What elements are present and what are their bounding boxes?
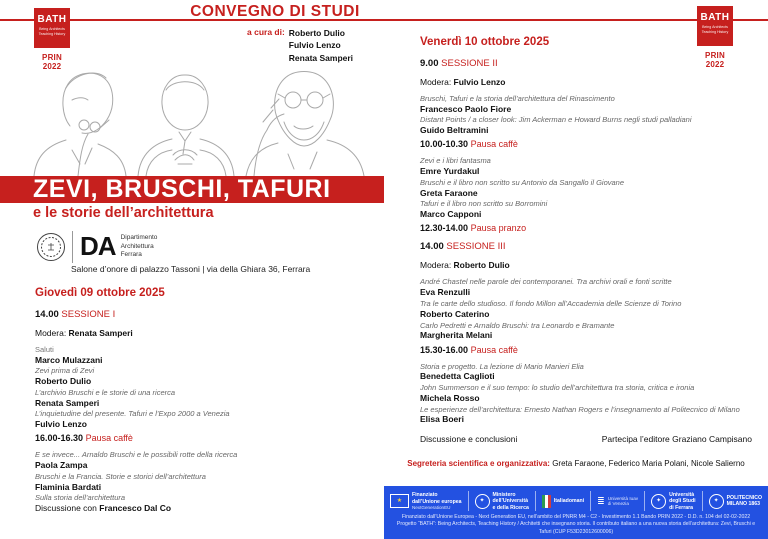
day1-date: Giovedì 09 ottobre 2025 [35,287,165,299]
talk-speaker-line [35,503,370,513]
footer-logo-divider [590,491,591,511]
footer-logos [390,491,762,511]
talk-title: Distant Points / a closer look: Jim Ackerman e Howard Burns negli studi palladiani [420,115,692,125]
moderator-name: Renata Samperi [68,327,133,338]
day1-items [35,309,370,514]
speaker-name: Francesco Paolo Fiore [420,103,512,114]
talk-title: L’archivio Bruschi e le storie di una ricerca [35,387,176,397]
talk-title: Saluti [35,344,54,354]
speaker-name: Francesco Dal Co [99,503,172,514]
funding-footer [384,486,768,539]
talk-speaker-line [420,393,752,403]
speaker-name: Margherita Melani [420,330,493,341]
prin-label: PRIN 2022 [705,51,725,69]
italy-flag-icon [542,495,551,508]
bath-logo-title: BATH [700,12,730,23]
department-abbr: DA [80,231,116,262]
footer-logo-line: di Venezia [607,501,629,507]
talk-title: Sulla storia dell’architettura [35,493,126,503]
moderator-name: Roberto Dulio [453,260,510,271]
talk-title: Tafuri e il libro non scritto su Borromini [420,199,548,209]
talk-title: Storia e progetto. La lezione di Mario Manieri Elia [420,361,584,371]
speaker-name: Elisa Boeri [420,414,464,425]
seal-glyph: ✦ [713,498,719,505]
talk-speaker-line [35,482,370,492]
session-label: SESSIONE III [446,241,506,253]
speaker-name: Renata Samperi [35,397,100,408]
footer-logo-text [727,495,762,508]
curators-block [247,27,353,64]
talk-speaker-line [420,414,752,424]
closing-row [420,434,752,444]
venue-logo-row [36,231,157,263]
footer-logo-line: Università [669,491,695,498]
footer-logo-line: dell’Università [492,498,528,505]
break-time: 16.00-16.30 [35,433,84,444]
talk-item [35,410,370,429]
talk-item [420,384,752,403]
talk-item [420,300,752,319]
break-time: 15.30-16.00 [420,344,469,355]
speaker-name: Roberto Dulio [35,376,92,387]
footer-logo-line: e della Ricerca [492,504,529,511]
talk-speaker-line [35,460,370,470]
talk-title: Bruschi e il libro non scritto su Antonio da Sangallo il Giovane [420,177,625,187]
moderator-line [35,328,370,338]
footer-logo-divider [468,491,469,511]
venue-address: Salone d’onore di palazzo Tassoni | via della Ghiara 36, Ferrara [71,264,311,274]
talk-speaker-line [35,376,370,386]
footer-logo-line: di Ferrara [669,504,694,511]
speaker-name: Flaminia Bardati [35,481,102,492]
talk-item [420,363,752,382]
curator-name: Roberto Dulio [288,28,345,38]
talk-item [420,95,752,114]
talk-item [35,346,370,365]
talk-speaker-line [420,125,752,135]
talk-title: Zevi e i libri fantasma [420,156,491,166]
footer-logo-text [554,498,584,505]
talk-speaker-line [420,166,752,176]
bath-logo-title: BATH [37,14,67,25]
speaker-name: Marco Mulazzani [35,354,103,365]
session-heading [420,241,752,252]
talk-item [420,278,752,297]
talk-speaker-line [35,419,370,429]
footer-logo-line: POLITECNICO [726,494,763,501]
break-label: Pausa caffè [470,139,518,150]
closing-left: Discussione e conclusioni [420,433,518,444]
talk-title: Le esperienze dell’architettura: Ernesto Nathan Rogers e l’insegnamento al Politecnico di Milano [420,404,740,414]
moderator-prefix: Modera: [35,327,69,338]
secretariat-label: Segreteria scientifica e organizzativa: [407,459,550,468]
talk-item [420,200,752,219]
talk-speaker-line [420,287,752,297]
moderator-line [420,260,752,270]
moderator-prefix: Modera: [420,76,454,87]
talk-title: E se invece... Arnaldo Bruschi e le possibili rotte della ricerca [35,450,238,460]
talk-speaker-line [420,330,752,340]
department-name: Dipartimento Architettura Ferrara [120,234,158,259]
break-label: Pausa caffè [470,344,518,355]
session-time: 9.00 [420,57,439,69]
footer-logo-divider [535,491,536,511]
talk-title: Bruschi e la Francia. Storie e storici dell’architettura [35,471,206,481]
break-time: 12.30-14.00 [420,223,469,234]
iuav-mark-icon: ≣ [597,495,605,506]
speaker-name: Emre Yurdakul [420,166,480,177]
session-label: SESSIONE I [61,308,116,320]
break-label: Pausa caffè [85,433,133,444]
talk-item [35,389,370,408]
footer-logo-line: NextGenerationEU [411,505,451,511]
talk-speaker-line [420,209,752,219]
speaker-name: Michela Rosso [420,392,480,403]
speaker-prefix: Discussione con [35,503,100,514]
talk-speaker-line [420,188,752,198]
session-label: SESSIONE II [441,57,498,69]
footer-logo-line: Finanziato [411,492,438,499]
moderator-name: Fulvio Lenzo [453,76,506,87]
eu-stars: ★ [396,498,403,505]
speaker-name: Benedetta Caglioti [420,371,495,382]
prin-label: PRIN 2022 [42,53,62,71]
session-heading [35,309,370,320]
speaker-name: Guido Beltramini [420,125,489,136]
talk-title: Bruschi, Tafuri e la storia dell’architettura del Rinascimento [420,93,615,103]
speaker-name: Fulvio Lenzo [35,419,87,430]
footer-logo-line: degli Studi [669,498,696,505]
footer-logo [542,495,584,508]
footer-logo-line: dall’Unione europea [411,498,462,505]
footer-logo [709,494,762,509]
curators-names [289,27,353,64]
session-time: 14.00 [35,308,59,320]
footer-logo-text [493,492,529,512]
seal-glyph: ✦ [479,498,485,505]
break-line [420,345,752,355]
talk-item [35,367,370,386]
event-type-title: CONVEGNO DI STUDI [190,3,360,20]
break-line [420,223,752,233]
program-day1 [35,287,370,516]
secretariat-line [390,459,762,468]
funding-fine-print: Finanziato dall’Unione Europea - Next Generation EU, nell’ambito del PNRR M4 - C2 - Investimento 1.1 Bando PRIN 2022 - D.D. n. 104 del 02-02-2022 Progetto “BATH”: Being Architects, Teaching History / Architetti che insegnano storia. Il contributo italiano a una nuova storia dell’architettura: Zevi, Bruschi e Tafuri (CUP F53D23012600006) [396,514,756,535]
break-label: Pausa pranzo [470,223,527,234]
talk-speaker-line [420,104,752,114]
footer-logo [390,492,462,511]
polimi-seal-icon [709,494,724,509]
poster-subtitle: e le storie dell’architettura [33,205,214,221]
eu-flag-icon [390,494,409,508]
speaker-name: Eva Renzulli [420,287,471,298]
talk-item [35,494,370,513]
secretariat-names: Greta Faraone, Federico Maria Polani, Nicole Salierno [549,459,745,468]
break-line [35,433,370,443]
talk-item [420,322,752,341]
talk-title: Zevi prima di Zevi [35,366,95,376]
footer-logo-text [412,492,462,511]
talk-item [420,157,752,176]
footer-logo-text [608,496,638,507]
moderator-prefix: Modera: [420,260,454,271]
talk-item [35,473,370,492]
talk-speaker-line [420,309,752,319]
bath-logo-subtitle: Being Architects Teaching History [38,27,66,36]
talk-speaker-line [35,398,370,408]
ministry-emblem-icon [475,494,490,509]
break-line [420,139,752,149]
footer-logo-line: Italiadomani [553,498,585,505]
vertical-divider [72,231,73,263]
speaker-name: Paola Zampa [35,460,88,471]
session-heading [420,58,752,69]
talk-title: John Summerson e il suo tempo: lo studio dell’architettura tra storia, critica e ironia [420,383,695,393]
talk-speaker-line [35,355,370,365]
speaker-name: Greta Faraone [420,187,478,198]
bath-logo-subtitle: Being Architects Teaching History [701,25,729,34]
talk-item [420,179,752,198]
university-seal-icon [36,232,66,262]
program-day2 [420,36,752,444]
curator-name: Fulvio Lenzo [288,40,341,51]
curator-name: Renata Samperi [288,52,354,63]
footer-logo-divider [702,491,703,511]
poster-title-banner: ZEVI, BRUSCHI, TAFURI [0,176,384,203]
footer-logo-divider [644,491,645,511]
talk-item [35,451,370,470]
talk-speaker-line [420,371,752,381]
speaker-name: Roberto Caterino [420,308,490,319]
break-time: 10.00-10.30 [420,139,469,150]
closing-right: Partecipa l’editore Graziano Campisano [601,433,752,444]
footer-logo-text [669,492,696,512]
talk-item [420,116,752,135]
bath-logo-icon [34,8,70,48]
day2-date: Venerdì 10 ottobre 2025 [420,36,550,48]
session-time: 14.00 [420,241,444,253]
footer-logo-line: Università Iuav [607,495,639,501]
talk-item [420,406,752,425]
unife-seal-icon [651,494,666,509]
portraits-line-drawing [26,62,371,176]
moderator-line [420,77,752,87]
talk-title: Tra le carte dello studioso. Il fondo Millon all’Accademia delle Scienze di Torino [420,298,682,308]
footer-logo [651,492,696,512]
footer-logo [597,496,638,507]
footer-logo-line: Ministero [492,491,516,498]
talk-title: Carlo Pedretti e Arnaldo Bruschi: tra Leonardo e Bramante [420,320,615,330]
seal-glyph: ✦ [656,498,662,505]
talk-title: André Chastel nelle parole dei contemporanei. Tra archivi orali e fonti scritte [420,277,672,287]
day2-items [420,58,752,444]
footer-logo [475,492,529,512]
footer-logo-line: MILANO 1863 [726,501,761,508]
curators-label: a cura di: [247,27,285,37]
speaker-name: Marco Capponi [420,209,482,220]
talk-title: L’inquietudine del presente. Tafuri e l’Expo 2000 a Venezia [35,409,230,419]
